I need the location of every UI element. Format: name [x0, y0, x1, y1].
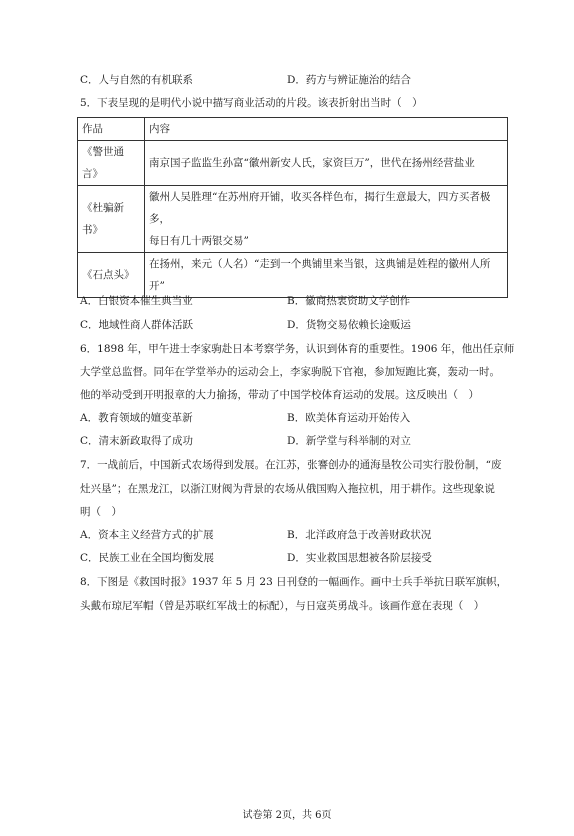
table-header-cell: 作品: [78, 118, 145, 141]
work-name-line: 书》: [82, 224, 103, 236]
q5-option-c[interactable]: C．地域性商人群体活跃: [80, 319, 194, 331]
work-cell: [78, 186, 145, 253]
content-line: 南京国子监监生孙富“徽州新安人氏，家资巨万”，世代在扬州经营盐业: [149, 157, 475, 169]
table-row: [78, 141, 508, 186]
q7-stem-line: 灶兴垦”；在黑龙江，以浙江财阀为背景的农场从俄国购入拖拉机，用于耕作。这些现象说: [80, 483, 495, 495]
q6-stem-line: 他的举动受到开明报章的大力揄扬，带动了中国学校体育运动的发展。这反映出（ ）: [80, 389, 479, 401]
content-line: 每日有几十两银交易”: [149, 235, 249, 247]
q6-stem-line: 6．1898 年，甲午进士李家驹赴日本考察学务，认识到体育的重要性。1906 年，他出任京师: [80, 343, 515, 355]
q4-option-c[interactable]: C．人与自然的有机联系: [80, 74, 194, 86]
q5-stem: 5．下表呈现的是明代小说中描写商业活动的片段。该表折射出当时（ ）: [80, 97, 423, 109]
q6-option-d[interactable]: D．新学堂与科举制的对立: [287, 435, 411, 447]
content-line: 在扬州，来元（人名）“走到一个典铺里来当银，这典铺是姓程的徽州人所开”: [149, 258, 491, 292]
q8-stem-line: 8．下图是《救国时报》1937 年 5 月 23 日刊登的一幅画作。画中士兵手举抗日联军旗帜，: [80, 576, 508, 588]
q8-stem-line: 头戴布琼尼军帽（曾是苏联红军战士的标配），与日寇英勇战斗。该画作意在表现（ ）: [80, 600, 485, 612]
q7-option-b[interactable]: B．北洋政府急于改善财政状况: [287, 529, 432, 541]
q5-option-a[interactable]: A．白银资本催生典当业: [80, 295, 193, 307]
table-header-cell: 内容: [145, 118, 508, 141]
table-row: [78, 186, 508, 253]
work-name-line: 言》: [82, 168, 103, 180]
table-row: [78, 253, 508, 298]
content-cell: [145, 141, 508, 186]
q6-option-a[interactable]: A．教育领域的嬗变革新: [80, 412, 193, 424]
q7-option-c[interactable]: C．民族工业在全国均衡发展: [80, 552, 215, 564]
q6-option-b[interactable]: B．欧美体育运动开始传入: [287, 412, 411, 424]
q4-option-d[interactable]: D．药方与辨证施治的结合: [287, 74, 411, 86]
table-header-row: [78, 118, 508, 141]
page-footer: 试卷第 2页，共 6页: [242, 810, 332, 821]
q6-stem-line: 大学堂总监督。同年在学堂举办的运动会上，李家驹脱下官袍，参加短跑比赛，轰动一时。: [80, 366, 500, 378]
work-cell: [78, 141, 145, 186]
work-name-line: 《警世通: [82, 146, 124, 158]
content-cell: [145, 186, 508, 253]
q7-stem-line: 7．一战前后，中国新式农场得到发展。在江苏，张謇创办的通海垦牧公司实行股份制，“废: [80, 459, 502, 471]
q7-option-d[interactable]: D．实业救国思想被各阶层接受: [287, 552, 432, 564]
q5-option-d[interactable]: D．货物交易依赖长途贩运: [287, 319, 411, 331]
q7-option-a[interactable]: A．资本主义经营方式的扩展: [80, 529, 214, 541]
q5-option-b[interactable]: B．徽商热衷资助文学创作: [287, 295, 411, 307]
q6-option-c[interactable]: C．清末新政取得了成功: [80, 435, 194, 447]
content-line: 徽州人吴胜理“在苏州府开铺，收买各样色布，揭行生意最大，四方买者极多，: [149, 191, 491, 225]
content-cell: [145, 253, 508, 298]
q7-stem-line: 明（ ）: [80, 506, 122, 518]
work-cell: [78, 253, 145, 298]
work-name-line: 《杜骗新: [82, 202, 124, 214]
work-name-line: 《石点头》: [82, 269, 135, 281]
q5-table: [77, 117, 508, 298]
